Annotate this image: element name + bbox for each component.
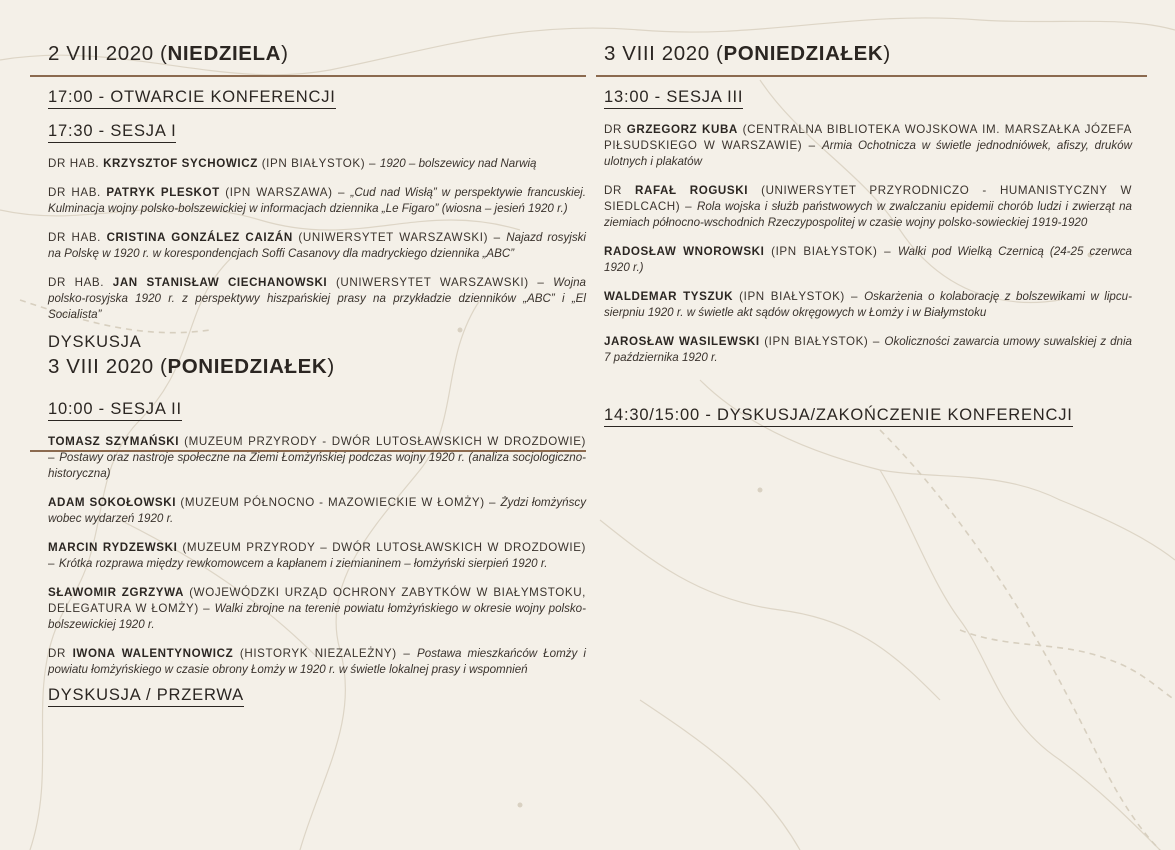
day2-header <box>48 355 586 386</box>
talk-degree: DR HAB. <box>48 231 107 244</box>
talk-item <box>48 185 586 217</box>
talk-item <box>604 244 1132 276</box>
talk-title: Oskarżenia o kolaborację z bolszewikami w lipcu-sierpniu 1920 r. w świetle akt sądów okręgowych w Łomży i w Białymstoku <box>604 290 1132 319</box>
day2-discussion-break: DYSKUSJA / PRZERWA <box>48 686 244 707</box>
speaker-affiliation: (WOJEWÓDZKI URZĄD OCHRONY ZABYTKÓW W BIAŁYMSTOKU, DELEGATURA W ŁOMŻY) – <box>48 586 586 615</box>
talk-degree: DR HAB. <box>48 186 107 199</box>
speaker-name: PATRYK PLESKOT <box>106 186 220 199</box>
speaker-affiliation: (UNIWERSYTET WARSZAWSKI) – <box>292 231 507 244</box>
right-column <box>604 42 1132 440</box>
talk-item <box>48 230 586 262</box>
day3-header <box>604 42 1132 74</box>
day1-date: 2 VIII 2020 ( <box>48 42 168 65</box>
day1-discussion: DYSKUSJA <box>48 333 142 351</box>
talk-degree: DR <box>604 184 636 197</box>
talk-item <box>48 646 586 678</box>
speaker-name: MARCIN RYDZEWSKI <box>48 541 178 554</box>
talk-title: Postawy oraz nastroje społeczne na Ziemi Łomżyńskiej podczas wojny 1920 r. (analiza socjologiczno-historyczna) <box>48 451 586 480</box>
talk-item <box>604 122 1132 170</box>
talk-degree: DR <box>48 647 73 660</box>
speaker-affiliation: (MUZEUM PRZYRODY - DWÓR LUTOSŁAWSKICH W DROZDOWIE) – <box>48 435 586 464</box>
talk-title: „Cud nad Wisłą” w perspektywie francuskiej. Kulminacja wojny polsko-bolszewickiej w informacjach dziennika „Le Figaro” (wiosna – jesień 1920 r.) <box>48 186 586 215</box>
talk-degree: DR HAB. <box>48 276 113 289</box>
opening-session: 17:00 - OTWARCIE KONFERENCJI <box>48 88 336 109</box>
talk-item <box>48 540 586 572</box>
talk-item <box>604 183 1132 231</box>
talk-title: Postawa mieszkańców Łomży i powiatu łomżyńskiego w czasie obrony Łomży w 1920 r. w świetle lokalnej prasy i wspomnień <box>48 647 586 676</box>
speaker-affiliation: (IPN WARSZAWA) – <box>219 186 351 199</box>
talk-title: Najazd rosyjski na Polskę w 1920 r. w korespondencjach Soffi Casanovy dla madryckiego dziennika „ABC” <box>48 231 586 260</box>
talk-title: Walki zbrojne na terenie powiatu łomżyńskiego w okresie wojny polsko-bolszewickiej 1920 r. <box>48 602 586 631</box>
speaker-affiliation: (UNIWERSYTET PRZYRODNICZO - HUMANISTYCZNY W SIEDLCACH) – <box>604 184 1132 213</box>
speaker-name: JAN STANISŁAW CIECHANOWSKI <box>112 276 328 289</box>
day1-close: ) <box>281 42 289 65</box>
speaker-affiliation: (IPN BIAŁYSTOK) – <box>733 290 865 303</box>
day3-close: ) <box>883 42 891 65</box>
talk-degree: DR HAB. <box>48 157 104 170</box>
closing-session: 14:30/15:00 - DYSKUSJA/ZAKOŃCZENIE KONFERENCJI <box>604 406 1073 427</box>
talk-item <box>48 434 586 482</box>
talk-title: Okoliczności zawarcia umowy suwalskiej z dnia 7 października 1920 r. <box>604 335 1132 364</box>
talk-title: 1920 – bolszewicy nad Narwią <box>379 157 537 170</box>
talk-title: Rola wojska i służb państwowych w zwalczaniu epidemii chorób ludzi i zwierząt na ziemiach północno-wschodnich Rzeczypospolitej w czasie wojny polsko-sowieckiej 1919-1920 <box>604 200 1132 229</box>
talk-item <box>48 275 586 323</box>
speaker-affiliation: (MUZEUM PÓŁNOCNO - MAZOWIECKIE W ŁOMŻY) – <box>176 496 501 509</box>
speaker-name: WALDEMAR TYSZUK <box>604 290 734 303</box>
talk-item <box>604 334 1132 366</box>
speaker-affiliation: (IPN BIAŁYSTOK) – <box>764 245 898 258</box>
day3-weekday: PONIEDZIAŁEK <box>723 42 884 65</box>
talk-item <box>48 495 586 527</box>
talk-title: Krótka rozprawa między rewkomowcem a kapłanem i ziemianinem – łomżyński sierpień 1920 r. <box>58 557 548 570</box>
talk-title: Wojna polsko-rosyjska 1920 r. z perspektywy hiszpańskiej prasy na przykładzie dzienników „ABC” i „El Socialista” <box>48 276 586 321</box>
session-1-header: 17:30 - SESJA I <box>48 122 176 143</box>
day1-header <box>48 42 586 74</box>
day2-weekday: PONIEDZIAŁEK <box>167 355 328 378</box>
talk-title: Armia Ochotnicza w świetle jednodniówek, afiszy, druków ulotnych i plakatów <box>604 139 1133 168</box>
talk-item <box>604 289 1132 321</box>
speaker-name: GRZEGORZ KUBA <box>626 123 738 136</box>
talk-item <box>48 585 586 633</box>
day3-date: 3 VIII 2020 ( <box>604 42 724 65</box>
day2-close: ) <box>327 355 335 378</box>
session-2-header: 10:00 - SESJA II <box>48 400 182 421</box>
talk-title: Walki pod Wielką Czernicą (24-25 czerwca 1920 r.) <box>604 245 1133 274</box>
speaker-name: ADAM SOKOŁOWSKI <box>48 496 177 509</box>
speaker-name: KRZYSZTOF SYCHOWICZ <box>103 157 258 170</box>
speaker-affiliation: (UNIWERSYTET WARSZAWSKI) – <box>327 276 554 289</box>
speaker-name: SŁAWOMIR ZGRZYWA <box>48 586 184 599</box>
speaker-affiliation: (IPN BIAŁYSTOK) – <box>257 157 380 170</box>
speaker-affiliation: (MUZEUM PRZYRODY – DWÓR LUTOSŁAWSKICH W DROZDOWIE) – <box>48 541 587 570</box>
speaker-name: CRISTINA GONZÁLEZ CAIZÁN <box>106 231 293 244</box>
left-column <box>48 42 586 707</box>
day1-weekday: NIEDZIELA <box>167 42 282 65</box>
speaker-name: TOMASZ SZYMAŃSKI <box>48 435 180 448</box>
speaker-affiliation: (HISTORYK NIEZALEŻNY) – <box>233 647 418 660</box>
talk-title: Żydzi łomżyńscy wobec wydarzeń 1920 r. <box>48 496 586 525</box>
speaker-name: RAFAŁ ROGUSKI <box>635 184 749 197</box>
speaker-name: JAROSŁAW WASILEWSKI <box>604 335 760 348</box>
session-3-header: 13:00 - SESJA III <box>604 88 743 109</box>
day2-date: 3 VIII 2020 ( <box>48 355 168 378</box>
speaker-affiliation: (IPN BIAŁYSTOK) – <box>759 335 885 348</box>
speaker-name: RADOSŁAW WNOROWSKI <box>604 245 765 258</box>
speaker-name: IWONA WALENTYNOWICZ <box>72 647 234 660</box>
speaker-affiliation: (CENTRALNA BIBLIOTEKA WOJSKOWA IM. MARSZAŁKA JÓZEFA PIŁSUDSKIEGO W WARSZAWIE) – <box>604 123 1132 152</box>
talk-item <box>48 156 586 172</box>
talk-degree: DR <box>604 123 627 136</box>
